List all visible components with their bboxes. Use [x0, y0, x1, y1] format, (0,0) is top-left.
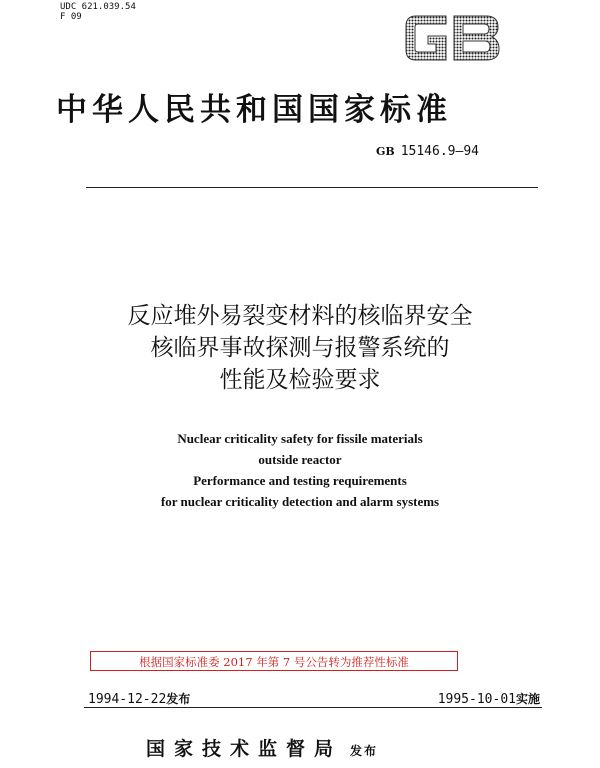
- standard-code-prefix: GB: [376, 145, 395, 158]
- issue-date: [88, 690, 190, 707]
- standard-title: 中华人民共和国国家标准: [56, 92, 452, 128]
- english-title-line-4: for nuclear criticality detection and alarm systems: [160, 494, 440, 509]
- standard-code-number: 15146.9—94: [400, 144, 479, 159]
- chinese-title-line-3: 性能及检验要求: [219, 367, 381, 393]
- issuer-organization: 国家技术监督局: [146, 738, 343, 760]
- implementation-date-suffix: 实施: [515, 692, 540, 706]
- chinese-title-line-1: 反应堆外易裂变材料的核临界安全: [127, 303, 473, 329]
- english-title-line-2: outside reactor: [258, 452, 342, 467]
- english-title-line-3: Performance and testing requirements: [193, 473, 407, 488]
- standard-code: [376, 144, 479, 159]
- udc-classification: [60, 2, 136, 22]
- issuer-suffix: 发布: [350, 744, 379, 758]
- english-title: [0, 428, 600, 512]
- header-divider: [86, 187, 538, 188]
- chinese-title: [0, 300, 600, 396]
- implementation-date-value: 1995-10-01: [437, 692, 516, 707]
- udc-line: UDC 621.039.54: [60, 2, 136, 12]
- issuer: [146, 734, 378, 761]
- class-line: F 09: [60, 12, 82, 22]
- issue-date-value: 1994-12-22: [88, 692, 167, 707]
- footer-divider: [84, 707, 542, 708]
- issue-date-suffix: 发布: [166, 692, 191, 706]
- english-title-line-1: Nuclear criticality safety for fissile materials: [177, 431, 423, 446]
- recommended-standard-notice: 根据国家标准委 2017 年第 7 号公告转为推荐性标准: [90, 651, 458, 671]
- gb-logo: [402, 10, 502, 66]
- chinese-title-line-2: 核临界事故探测与报警系统的: [150, 335, 450, 361]
- implementation-date: [438, 690, 540, 707]
